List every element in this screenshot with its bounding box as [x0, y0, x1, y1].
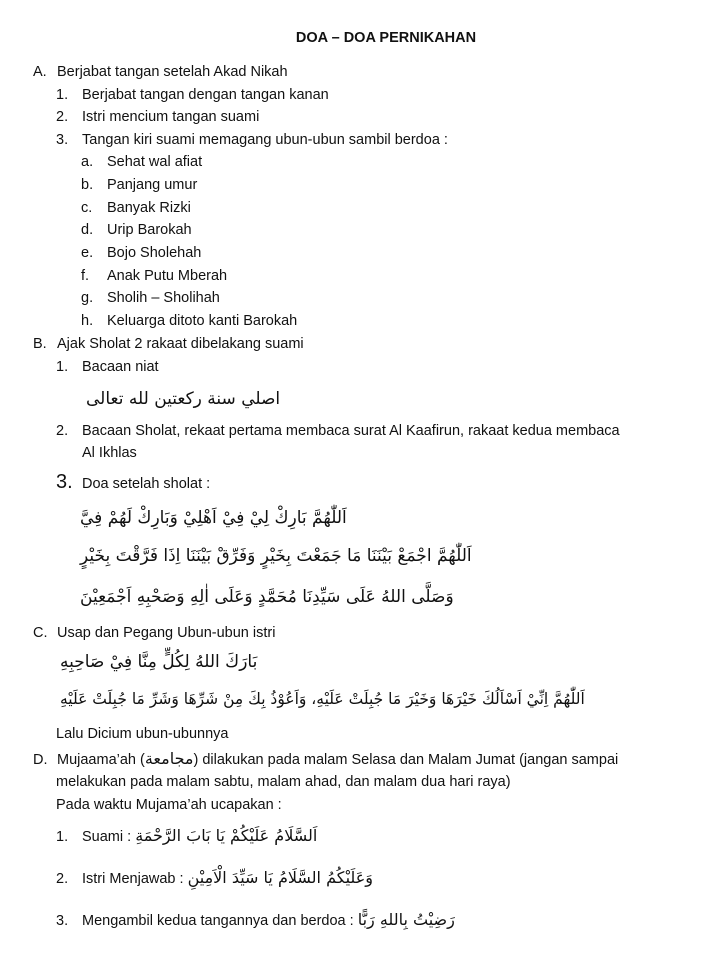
item-number: 2.	[56, 423, 69, 439]
list-item	[56, 868, 373, 889]
sub-item	[81, 266, 227, 286]
item-text: Bacaan Sholat, rekaat pertama membaca surat Al Kaafirun, rakaat kedua membaca	[82, 423, 620, 439]
section-title: Usap dan Pegang Ubun-ubun istri	[57, 625, 276, 641]
item-number: 2.	[56, 871, 69, 887]
item-number: 3.	[56, 913, 69, 929]
list-item	[56, 421, 620, 441]
list-item	[56, 85, 329, 105]
section-d-line-2: melakukan pada malam sabtu, malam ahad, dan malam dua hari raya)	[56, 774, 511, 790]
sub-item-letter: h.	[81, 313, 94, 329]
section-title-rest: ) dilakukan pada malam Selasa dan Malam Jumat (jangan sampai	[193, 752, 619, 768]
section-a-heading	[33, 62, 288, 82]
section-title: Berjabat tangan setelah Akad Nikah	[57, 64, 288, 80]
arabic-doa-line-1: اَللّٰهُمَّ بَارِكْ لِيْ فِيْ اَهْلِيْ وَبَارِكْ لَهُمْ فِيَّ	[80, 508, 347, 528]
item-number: 1.	[56, 829, 69, 845]
sub-item-letter: d.	[81, 222, 94, 238]
sub-item-text: Sehat wal afiat	[107, 154, 203, 170]
arabic-suami: اَلسَّلَامُ عَلَيْكُمْ يَا بَابَ الرَّحْمَةِ	[135, 826, 318, 845]
arabic-niat: اصلي سنة ركعتين لله تعالى	[86, 389, 281, 409]
item-number: 1.	[56, 87, 69, 103]
sub-item-text: Sholih – Sholihah	[107, 290, 220, 306]
item-number: 3.	[56, 471, 73, 493]
sub-item-letter: b.	[81, 177, 94, 193]
sub-item-text: Bojo Sholehah	[107, 245, 202, 261]
list-item	[56, 910, 455, 931]
section-title: Ajak Sholat 2 rakaat dibelakang suami	[57, 336, 304, 352]
section-marker: B.	[33, 336, 47, 352]
item-text: Istri mencium tangan suami	[82, 109, 260, 125]
sub-item-letter: e.	[81, 245, 94, 261]
section-title: Mujaama’ah (	[57, 752, 145, 768]
sub-item	[81, 198, 191, 218]
sub-item	[81, 220, 192, 240]
sub-item-text: Urip Barokah	[107, 222, 192, 238]
sub-item	[81, 175, 197, 195]
item-text: Suami :	[82, 829, 132, 845]
arabic-istri: وَعَلَيْكُمُ السَّلَامُ يَا سَيِّدَ الْاَمِيْنِ	[187, 868, 373, 887]
sub-item-text: Banyak Rizki	[107, 200, 191, 216]
section-d-line-3: Pada waktu Mujama’ah ucapakan :	[56, 797, 282, 813]
section-marker: D.	[33, 752, 48, 768]
item-text: Istri Menjawab :	[82, 871, 184, 887]
section-c-note: Lalu Dicium ubun-ubunnya	[56, 726, 229, 742]
arabic-doa-tangan: رَضِيْتُ بِاللهِ رَبًّا	[357, 910, 455, 929]
sub-item	[81, 311, 297, 331]
arabic-doa-line-3: وَصَلَّى اللهُ عَلَى سَيِّدِنَا مُحَمَّدٍ وَعَلَى اٰلِهِ وَصَحْبِهِ اَجْمَعِيْنَ	[80, 587, 454, 607]
item-text-continued: Al Ikhlas	[82, 445, 137, 461]
sub-item-text: Panjang umur	[107, 177, 198, 193]
list-item	[56, 826, 317, 847]
list-item	[56, 472, 210, 494]
sub-item-letter: c.	[81, 200, 93, 216]
item-text: Doa setelah sholat :	[82, 476, 211, 492]
section-marker: C.	[33, 625, 48, 641]
list-item	[56, 357, 159, 377]
sub-item	[81, 288, 220, 308]
sub-item-letter: a.	[81, 154, 94, 170]
sub-item-text: Anak Putu Mberah	[107, 268, 228, 284]
item-text: Mengambil kedua tangannya dan berdoa :	[82, 913, 354, 929]
sub-item	[81, 152, 202, 172]
page-title: DOA – DOA PERNIKAHAN	[295, 30, 477, 46]
item-text: Berjabat tangan dengan tangan kanan	[82, 87, 329, 103]
arabic-inline-term: مجامعة	[144, 749, 194, 768]
item-text: Bacaan niat	[82, 359, 159, 375]
sub-item-letter: f.	[81, 268, 90, 284]
item-number: 3.	[56, 132, 69, 148]
section-b-heading	[33, 334, 304, 354]
item-number: 1.	[56, 359, 69, 375]
arabic-c-line-2: اَللّٰهُمَّ اِنِّيْ اَسْاَلُكَ خَيْرَهَا وَخَيْرَ مَا جُبِلَتْ عَلَيْهِ، وَاَعُوْذُ بِكَ مِنْ شَرِّهَا وَشَرِّ مَا جُبِلَتْ عَلَيْهِ	[60, 690, 585, 708]
arabic-c-line-1: بَارَكَ اللهُ لِكُلٍّ مِنَّا فِيْ صَاحِبِهِ	[60, 652, 258, 672]
arabic-doa-line-2: اَللّٰهُمَّ اجْمَعْ بَيْنَنَا مَا جَمَعْتَ بِخَيْرٍ وَفَرِّقْ بَيْنَنَا اِذَا فَرَّقْتَ بِخَيْرٍ	[80, 546, 472, 566]
sub-item	[81, 243, 201, 263]
item-number: 2.	[56, 109, 69, 125]
sub-item-text: Keluarga ditoto kanti Barokah	[107, 313, 298, 329]
sub-item-letter: g.	[81, 290, 94, 306]
section-marker: A.	[33, 64, 47, 80]
list-item	[56, 107, 259, 127]
list-item	[56, 130, 448, 150]
section-d-heading	[33, 749, 618, 770]
item-text: Tangan kiri suami memagang ubun-ubun sambil berdoa :	[82, 132, 448, 148]
section-c-heading	[33, 623, 275, 643]
